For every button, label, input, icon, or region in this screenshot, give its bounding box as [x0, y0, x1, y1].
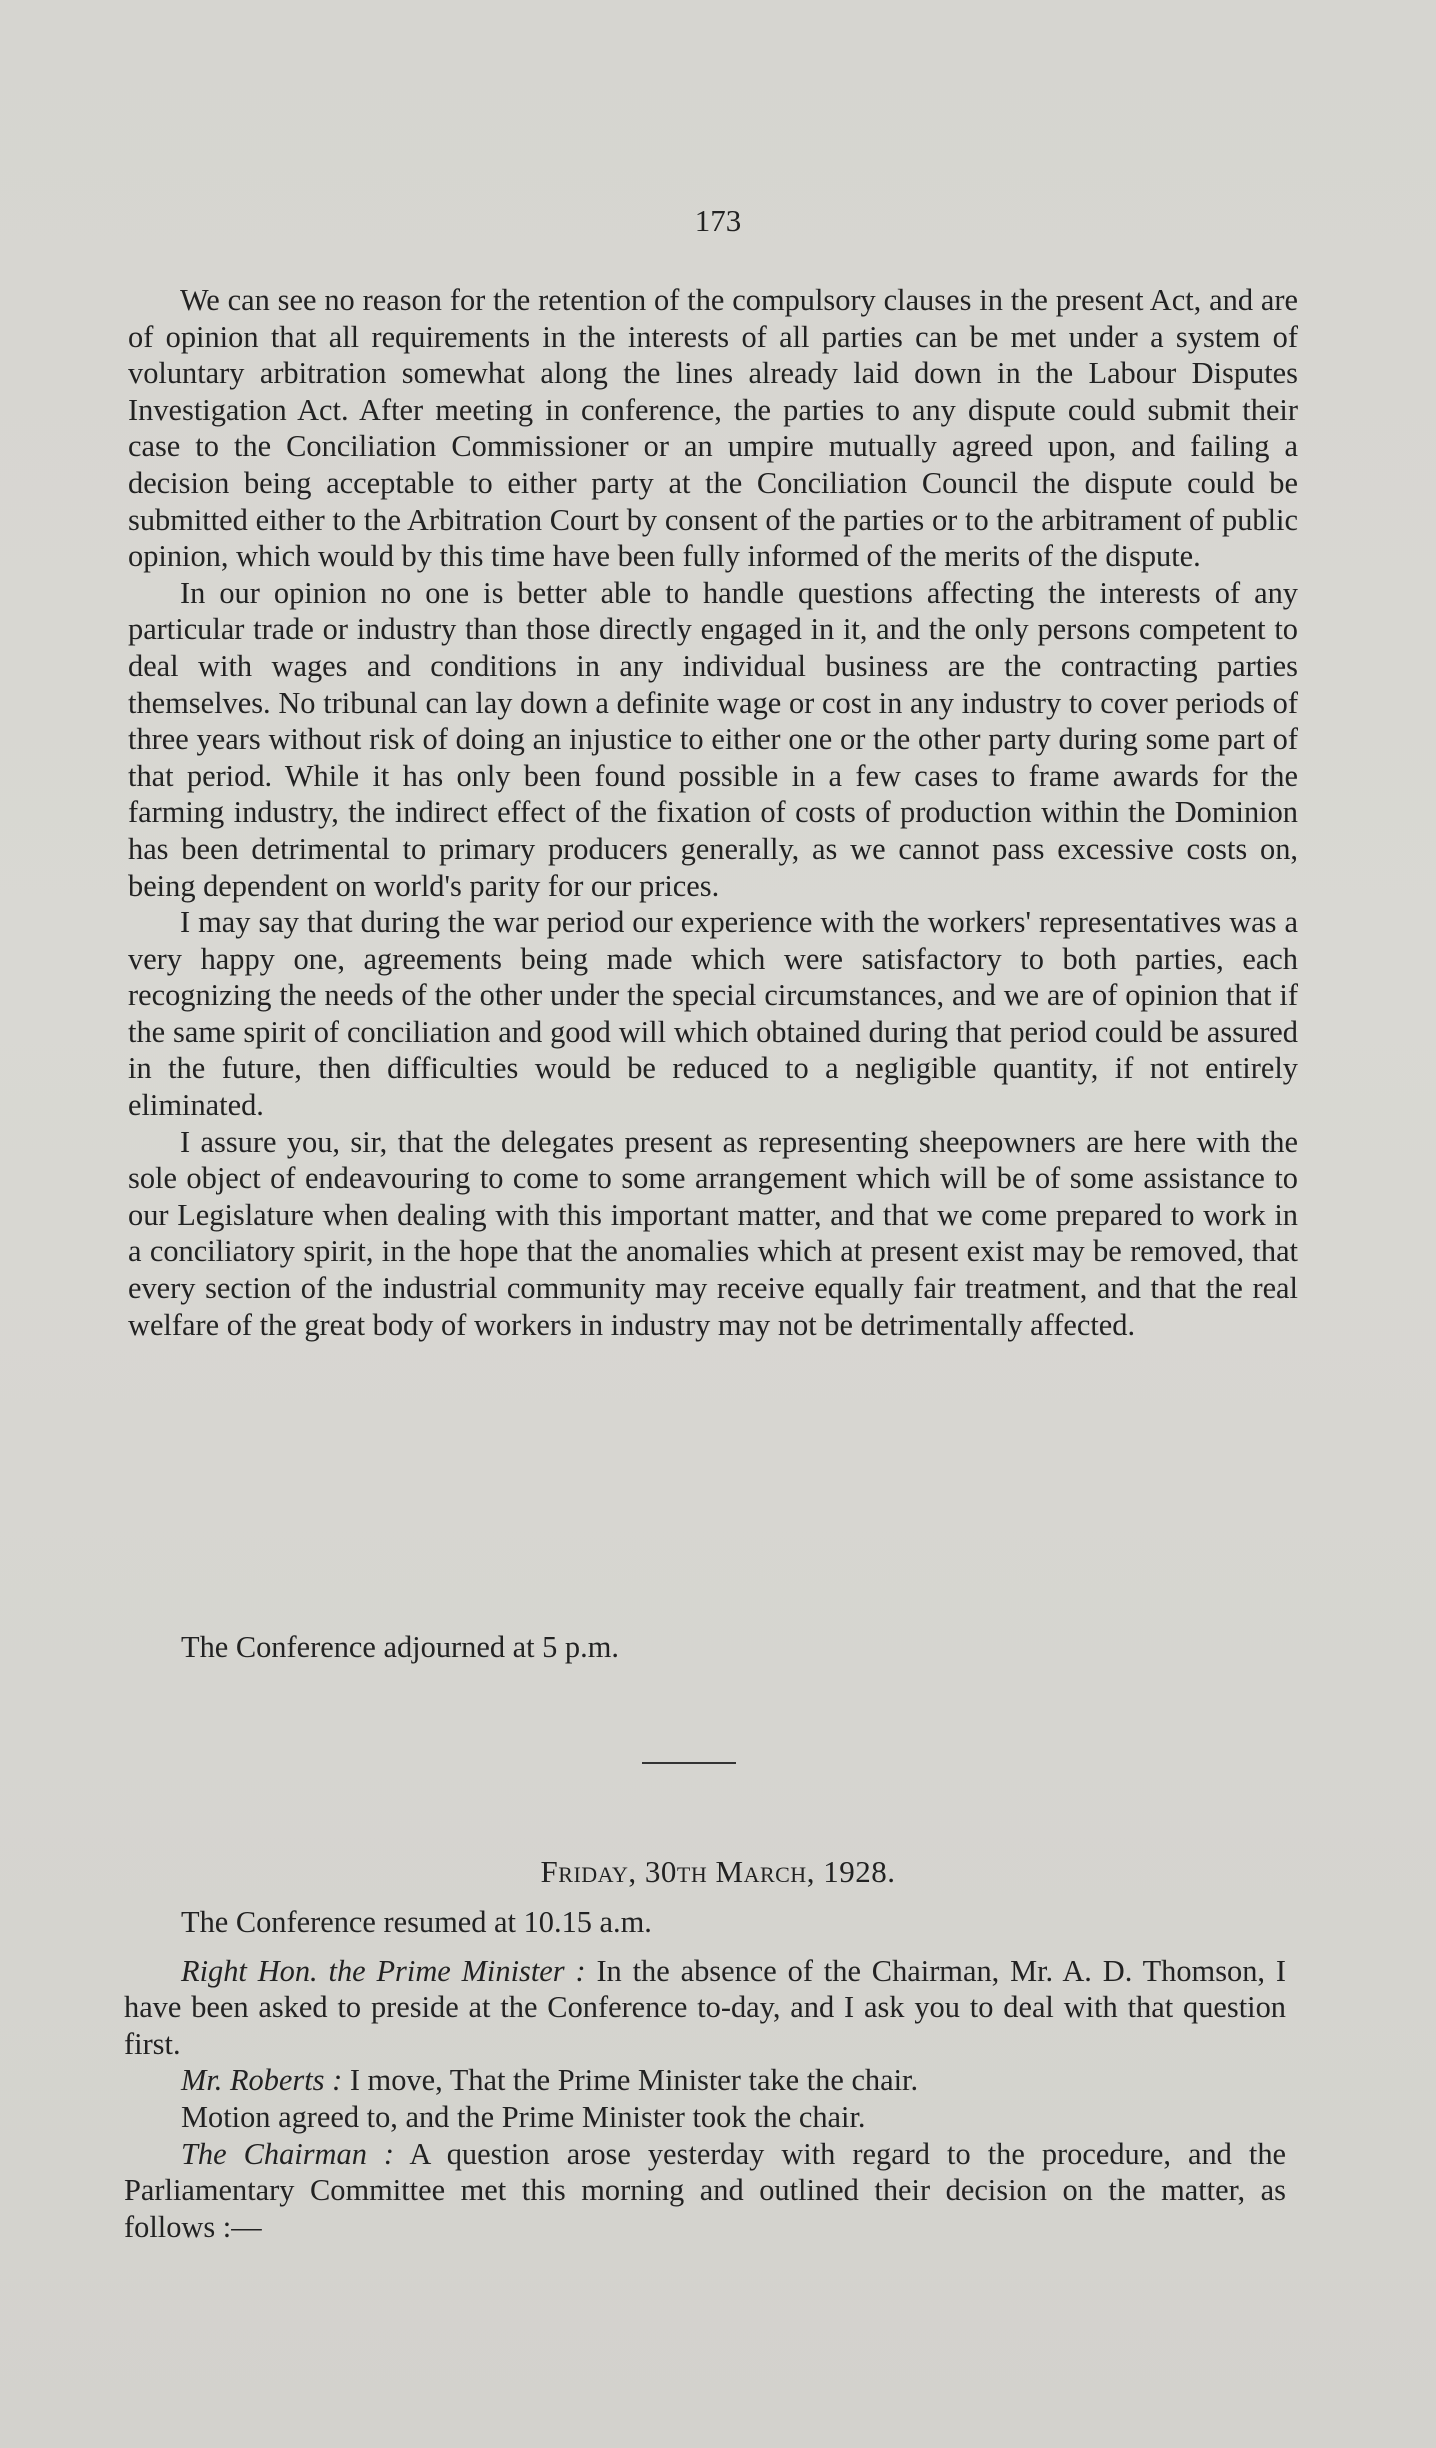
paragraph-delegates: I assure you, sir, that the delegates present as representing sheepowners are here with the sole object of endeavouring to come to some arrangement which will be of some assistance to our Legislature when dealing with this important matter, and that we come prepared to work in a conciliatory spirit, in the hope that the anomalies which at present exist may be removed, that every section of the industrial community may receive equally fair treatment, and that the real welfare of the great body of workers in industry may not be detrimentally affected. — [128, 1124, 1298, 1342]
paragraph-war-period: I may say that during the war period our experience with the workers' representatives was a very happy one, agreements being made which were satisfactory to both parties, each recognizing the needs of the other under the special circumstances, and we are of opinion that if the same spirit of conciliation and good will which obtained during that period could be assured in the future, then difficulties would be reduced to a negligible quantity, if not entirely eliminated. — [128, 905, 1298, 1123]
adjournment-note: The Conference adjourned at 5 p.m. — [181, 1630, 619, 1664]
page-number: 173 — [694, 203, 742, 238]
statement-text: Motion agreed to, and the Prime Minister took the chair. — [181, 2099, 866, 2134]
statement-text: In the absence of the Chairman, Mr. A. D. Thomson, I have been asked to preside at the Conference to-day, and I ask you to deal with that question first. — [124, 1953, 1286, 2061]
statement-chairman — [124, 2136, 1286, 2246]
paragraph-trade-industry: In our opinion no one is better able to handle questions affecting the interests of any particular trade or industry than those directly engaged in it, and the only persons competent to deal with wages and conditions in any individual business are the contracting parties themselves. No tribunal can lay down a definite wage or cost in any industry to cover periods of three years without risk of doing an injustice to either one or the other party during some part of that period. While it has only been found possible in a few cases to frame awards for the farming industry, the indirect effect of the fixation of costs of production within the Dominion has been detrimental to primary producers generally, as we cannot pass excessive costs on, being dependent on world's parity for our prices. — [128, 575, 1298, 903]
paragraph-voluntary-arbitration: We can see no reason for the retention of the compulsory clauses in the present Act, and are of opinion that all requirements in the interests of all parties can be met under a system of voluntary arbitration somewhat along the lines already laid down in the Labour Disputes Investigation Act. After meeting in conference, the parties to any dispute could submit their case to the Conciliation Commissioner or an umpire mutually agreed upon, and failing a decision being acceptable to either party at the Conciliation Council the dispute could be submitted either to the Arbitration Court by consent of the parties or to the arbitrament of public opinion, which would by this time have been fully informed of the merits of the dispute. — [128, 283, 1298, 574]
proceedings-section — [124, 1904, 1286, 2245]
speaker-label: The Chairman : — [181, 2136, 395, 2171]
statement-roberts — [124, 2062, 1286, 2099]
body-text-section — [128, 282, 1298, 1343]
motion-note — [124, 2099, 1286, 2136]
resumed-note: The Conference resumed at 10.15 a.m. — [181, 1905, 652, 1939]
date-heading: Friday, 30th March, 1928. — [540, 1854, 896, 1889]
section-divider — [642, 1762, 736, 1764]
speaker-label: Mr. Roberts : — [181, 2063, 343, 2098]
statement-text: A question arose yesterday with regard to the procedure, and the Parliamentary Committee met this morning and outlined their decision on the matter, as follows :— — [124, 2136, 1287, 2244]
statement-prime-minister — [124, 1953, 1286, 2063]
speaker-label: Right Hon. the Prime Minister : — [181, 1953, 586, 1988]
statement-text: I move, That the Prime Minister take the chair. — [342, 2063, 919, 2098]
